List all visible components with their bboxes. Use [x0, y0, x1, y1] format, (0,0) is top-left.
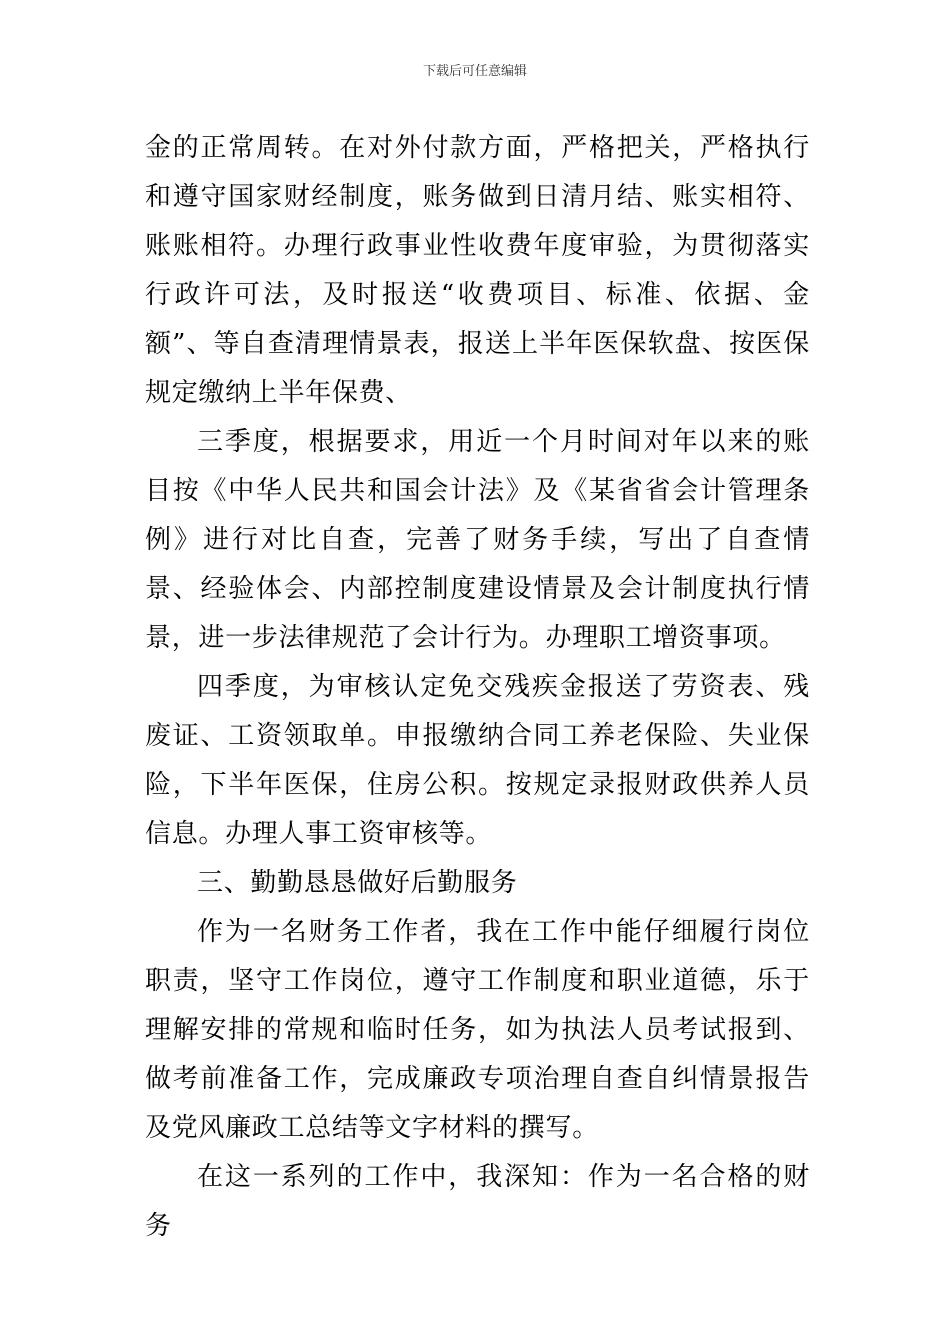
paragraph-conclusion-start: 在这一系列的工作中，我深知：作为一名合格的财务 — [145, 1162, 810, 1241]
paragraph-finance-worker-duties: 作为一名财务工作者，我在工作中能仔细履行岗位职责，坚守工作岗位，遵守工作制度和职业道德，乐于理解安排的常规和临时任务，如为执法人员考试报到、做考前准备工作，完成廉政专项治理自查自纠情景报告及党风廉政工总结等文字材料的撰写。 — [145, 917, 810, 1143]
page-header: 下载后可任意编辑 — [422, 64, 527, 79]
paragraph-fourth-quarter: 四季度，为审核认定免交残疾金报送了劳资表、残废证、工资领取单。申报缴纳合同工养老保险、失业保险，下半年医保，住房公积。按规定录报财政供养人员信息。办理人事工资审核等。 — [145, 672, 810, 849]
section-heading-logistics-service: 三、勤勤恳恳做好后勤服务 — [197, 868, 518, 898]
paragraph-fund-turnover: 金的正常周转。在对外付款方面，严格把关，严格执行和遵守国家财经制度，账务做到日清月结、账实相符、账账相符。办理行政事业性收费年度审验，为贯彻落实行政许可法，及时报送“收费项目、标准、依据、金额”、等自查清理情景表，报送上半年医保软盘、按医保规定缴纳上半年保费、 — [145, 133, 810, 408]
paragraph-third-quarter: 三季度，根据要求，用近一个月时间对年以来的账目按《中华人民共和国会计法》及《某省省会计管理条例》进行对比自查，完善了财务手续，写出了自查情景、经验体会、内部控制度建设情景及会计制度执行情景，进一步法律规范了会计行为。办理职工增资事项。 — [145, 427, 810, 653]
document-body — [145, 124, 810, 1251]
